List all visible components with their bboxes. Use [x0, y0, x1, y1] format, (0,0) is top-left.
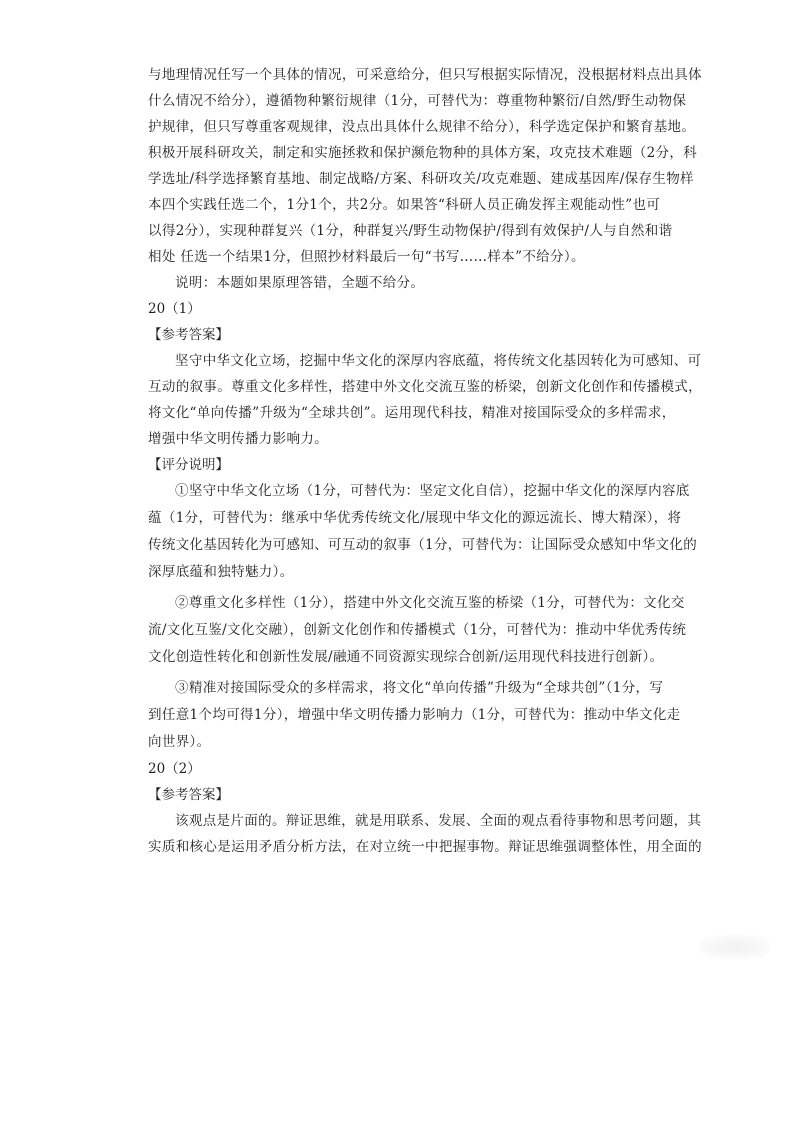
scoring-point-2 — [148, 590, 687, 671]
text-line: 与地理情况任写一个具体的情况，可采意给分，但只写根据实际情况，没根据材料点出具体 — [148, 67, 702, 83]
scoring-line: 到任意1个均可得1分），增强中华文明传播力影响力（1分，可替代为：推动中华文化走 — [148, 707, 681, 723]
scoring-point-3 — [148, 675, 681, 756]
scoring-line: 向世界）。 — [148, 734, 211, 750]
text-line: 护规律，但只写尊重客观规律，没点出具体什么规律不给分），科学选定保护和繁育基地。 — [148, 119, 696, 135]
reference-answer-heading: 【参考答案】 — [148, 327, 229, 343]
text-line: 以得2分），实现种群复兴（1分，种群复兴/野生动物保护/得到有效保护/人与自然和谐 — [148, 223, 673, 239]
reference-answer-heading: 【参考答案】 — [148, 787, 229, 803]
scoring-line: 深厚底蕴和独特魅力）。 — [148, 564, 294, 580]
text-line: 什么情况不给分），遵循物种繁衍规律（1分，可替代为：尊重物种繁衍/自然/野生动物保 — [148, 93, 687, 109]
text-line: 学选址/科学选择繁育基地、制定战略/方案、科研攻关/攻克难题、建成基因库/保存生物样 — [148, 171, 694, 187]
answer-document — [148, 62, 702, 860]
previous-answer-continuation — [148, 62, 702, 296]
text-line: 积极开展科研攻关，制定和实施拯救和保护濒危物种的具体方案，攻克技术难题（2分，科 — [148, 145, 698, 161]
answer-line: 将文化“单向传播”升级为“全球共创”。运用现代科技，精准对接国际受众的多样需求， — [148, 405, 676, 421]
question-number: 20（2） — [148, 761, 201, 777]
text-line: 本四个实践任选二个，1分1个，共2分。如果答“科研人员正确发挥主观能动性”也可 — [148, 197, 661, 213]
scoring-line: ①坚守中华文化立场（1分，可替代为：坚定文化自信），挖掘中华文化的深厚内容底 — [175, 483, 690, 499]
scoring-point-1 — [148, 478, 698, 586]
scoring-line: 文化创造性转化和创新性发展/融通不同资源实现综合创新/运用现代科技进行创新）。 — [148, 649, 664, 665]
text-line: 相处 任选一个结果1分，但照抄材料最后一句“书写……样本”不给分）。 — [148, 249, 585, 265]
scoring-line: ②尊重文化多样性（1分），搭建中外文化交流互鉴的桥梁（1分，可替代为：文化交 — [175, 595, 685, 611]
scoring-line: 流/文化互鉴/文化交融），创新文化创作和传播模式（1分，可替代为：推动中华优秀传统 — [148, 622, 687, 638]
grading-note: 说明：本题如果原理答错，全题不给分。 — [175, 275, 425, 291]
answer-line: 该观点是片面的。辩证思维，就是用联系、发展、全面的观点看待事物和思考问题，其 — [175, 813, 702, 829]
question-20-2 — [148, 756, 702, 860]
scoring-notes-heading: 【评分说明】 — [148, 457, 229, 473]
question-number: 20（1） — [148, 301, 201, 317]
answer-line: 互动的叙事。尊重文化多样性，搭建中外文化交流互鉴的桥梁，创新文化创作和传播模式， — [148, 379, 702, 395]
answer-line: 实质和核心是运用矛盾分析方法，在对立统一中把握事物。辩证思维强调整体性，用全面的 — [148, 839, 702, 855]
scoring-line: 传统文化基因转化为可感知、可互动的叙事（1分，可替代为：让国际受众感知中华文化的 — [148, 537, 698, 553]
scoring-line: 蕴（1分，可替代为：继承中华优秀传统文化/展现中华文化的源远流长、博大精深），将 — [148, 510, 682, 526]
answer-line: 增强中华文明传播力影响力。 — [148, 431, 329, 447]
question-20-1 — [148, 296, 702, 756]
answer-line: 坚守中华文化立场，挖掘中华文化的深厚内容底蕴，将传统文化基因转化为可感知、可 — [175, 353, 702, 369]
scoring-line: ③精准对接国际受众的多样需求，将文化“单向传播”升级为“全球共创”（1分，写 — [175, 680, 664, 696]
scan-artifact — [700, 935, 770, 959]
